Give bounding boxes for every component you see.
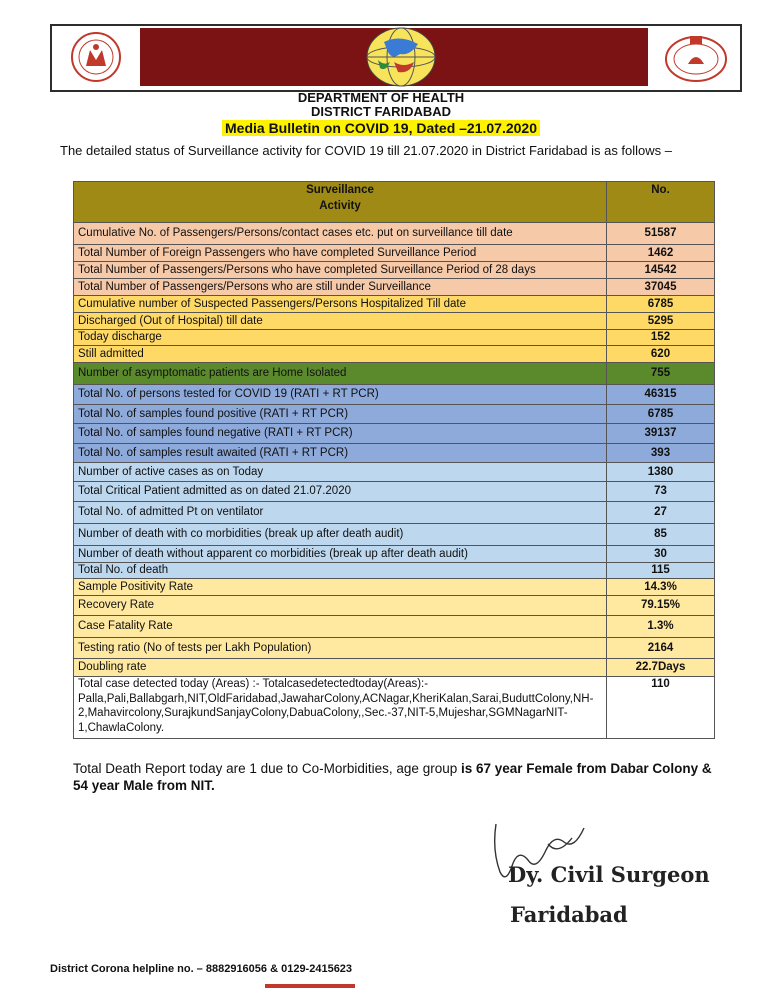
table-row: [74, 616, 715, 638]
table-row: [74, 262, 715, 279]
row-label: Total No. of samples found negative (RATI + RT PCR): [74, 424, 607, 444]
table-row: [74, 579, 715, 596]
intro-text: The detailed status of Surveillance activity for COVID 19 till 21.07.2020 in District Faridabad is as follows –: [60, 143, 673, 158]
district-title: DISTRICT FARIDABAD: [310, 104, 452, 119]
header-activity: [74, 182, 607, 223]
table-row: [74, 482, 715, 502]
row-value: 14.3%: [607, 579, 715, 596]
signature-place: Faridabad: [510, 902, 628, 927]
row-value: 393: [607, 444, 715, 463]
death-report-prefix: Total Death Report today are 1 due to Co-Morbidities, age group: [73, 761, 461, 776]
haryana-seal-icon: [654, 28, 738, 86]
table-row: [74, 502, 715, 524]
row-value: 37045: [607, 279, 715, 296]
table-row: [74, 363, 715, 385]
table-row: [74, 563, 715, 579]
row-label: Number of asymptomatic patients are Home Isolated: [74, 363, 607, 385]
row-label: Number of death without apparent co morbidities (break up after death audit): [74, 546, 607, 563]
row-value: 5295: [607, 313, 715, 330]
table-row: [74, 405, 715, 424]
row-value: 30: [607, 546, 715, 563]
header-activity-line2: Activity: [319, 200, 361, 212]
row-label: Testing ratio (No of tests per Lakh Population): [74, 638, 607, 659]
table-row: [74, 330, 715, 346]
row-value: 755: [607, 363, 715, 385]
table-row: [74, 424, 715, 444]
row-label: Today discharge: [74, 330, 607, 346]
row-value: 1462: [607, 245, 715, 262]
row-label: Total No. of samples found positive (RATI + RT PCR): [74, 405, 607, 424]
death-report-detail: is 67 year Female from Dabar Colony & 54 year Male from NIT.: [73, 761, 712, 793]
row-label: Total Critical Patient admitted as on dated 21.07.2020: [74, 482, 607, 502]
table-row: [74, 596, 715, 616]
row-label: Cumulative number of Suspected Passengers/Persons Hospitalized Till date: [74, 296, 607, 313]
row-value: 22.7Days: [607, 659, 715, 677]
row-label: Case Fatality Rate: [74, 616, 607, 638]
table-row: [74, 296, 715, 313]
table-row: [74, 279, 715, 296]
bulletin-title-text: Media Bulletin on COVID 19, Dated –21.07.2020: [222, 120, 540, 136]
table-row: [74, 444, 715, 463]
globe-emblem-icon: [364, 26, 438, 88]
table-row: [74, 385, 715, 405]
row-label: Number of active cases as on Today: [74, 463, 607, 482]
signature-title: Dy. Civil Surgeon: [508, 862, 710, 887]
table-row: [74, 346, 715, 363]
department-title: DEPARTMENT OF HEALTH: [297, 90, 465, 105]
row-value: 1.3%: [607, 616, 715, 638]
row-label: Total case detected today (Areas) :- Totalcasedetectedtoday(Areas):- Palla,Pali,Ballabgarh,NIT,OldFaridabad,JawaharColony,ACNagar,KheriKalan,Sarai,BuduttColony,NH-2,Mahavircolony,SurajkundSanjayColony,DabuaColony,,Sec.-37,NIT-5,Mujeshar,SGMNagarNIT-1,ChawlaColony.: [74, 677, 607, 739]
table-row: [74, 524, 715, 546]
row-value: 115: [607, 563, 715, 579]
table-row: [74, 638, 715, 659]
row-value: 620: [607, 346, 715, 363]
helpline-text: District Corona helpline no. – 8882916056 & 0129-2415623: [50, 963, 353, 975]
logo-bar: [50, 24, 742, 92]
header-activity-line1: Surveillance: [306, 184, 374, 196]
health-mission-logo-icon: [54, 28, 138, 86]
surveillance-table: [73, 181, 715, 739]
row-value: 6785: [607, 296, 715, 313]
row-value: 152: [607, 330, 715, 346]
bulletin-title: [0, 121, 762, 136]
table-row: [74, 659, 715, 677]
header-no: No.: [607, 182, 715, 223]
row-value: 110: [607, 677, 715, 739]
row-value: 14542: [607, 262, 715, 279]
table-row: [74, 313, 715, 330]
row-value: 79.15%: [607, 596, 715, 616]
row-label: Recovery Rate: [74, 596, 607, 616]
row-label: Discharged (Out of Hospital) till date: [74, 313, 607, 330]
footer-accent-line: [265, 984, 355, 988]
table-row: [74, 677, 715, 739]
table-row: [74, 463, 715, 482]
table-row: [74, 223, 715, 245]
row-label: Total Number of Passengers/Persons who have completed Surveillance Period of 28 days: [74, 262, 607, 279]
row-label: Total No. of death: [74, 563, 607, 579]
row-label: Total Number of Foreign Passengers who have completed Surveillance Period: [74, 245, 607, 262]
death-report: [73, 760, 713, 794]
row-value: 39137: [607, 424, 715, 444]
row-label: Number of death with co morbidities (break up after death audit): [74, 524, 607, 546]
row-value: 85: [607, 524, 715, 546]
row-value: 27: [607, 502, 715, 524]
row-label: Sample Positivity Rate: [74, 579, 607, 596]
row-label: Total No. of samples result awaited (RATI + RT PCR): [74, 444, 607, 463]
table-row: [74, 245, 715, 262]
row-label: Doubling rate: [74, 659, 607, 677]
row-value: 46315: [607, 385, 715, 405]
row-value: 51587: [607, 223, 715, 245]
row-label: Total No. of persons tested for COVID 19 (RATI + RT PCR): [74, 385, 607, 405]
row-label: Total No. of admitted Pt on ventilator: [74, 502, 607, 524]
table-row: [74, 546, 715, 563]
row-label: Still admitted: [74, 346, 607, 363]
row-value: 2164: [607, 638, 715, 659]
row-value: 73: [607, 482, 715, 502]
row-value: 6785: [607, 405, 715, 424]
row-value: 1380: [607, 463, 715, 482]
row-label: Cumulative No. of Passengers/Persons/contact cases etc. put on surveillance till date: [74, 223, 607, 245]
row-label: Total Number of Passengers/Persons who are still under Surveillance: [74, 279, 607, 296]
table-header-row: [74, 182, 715, 223]
